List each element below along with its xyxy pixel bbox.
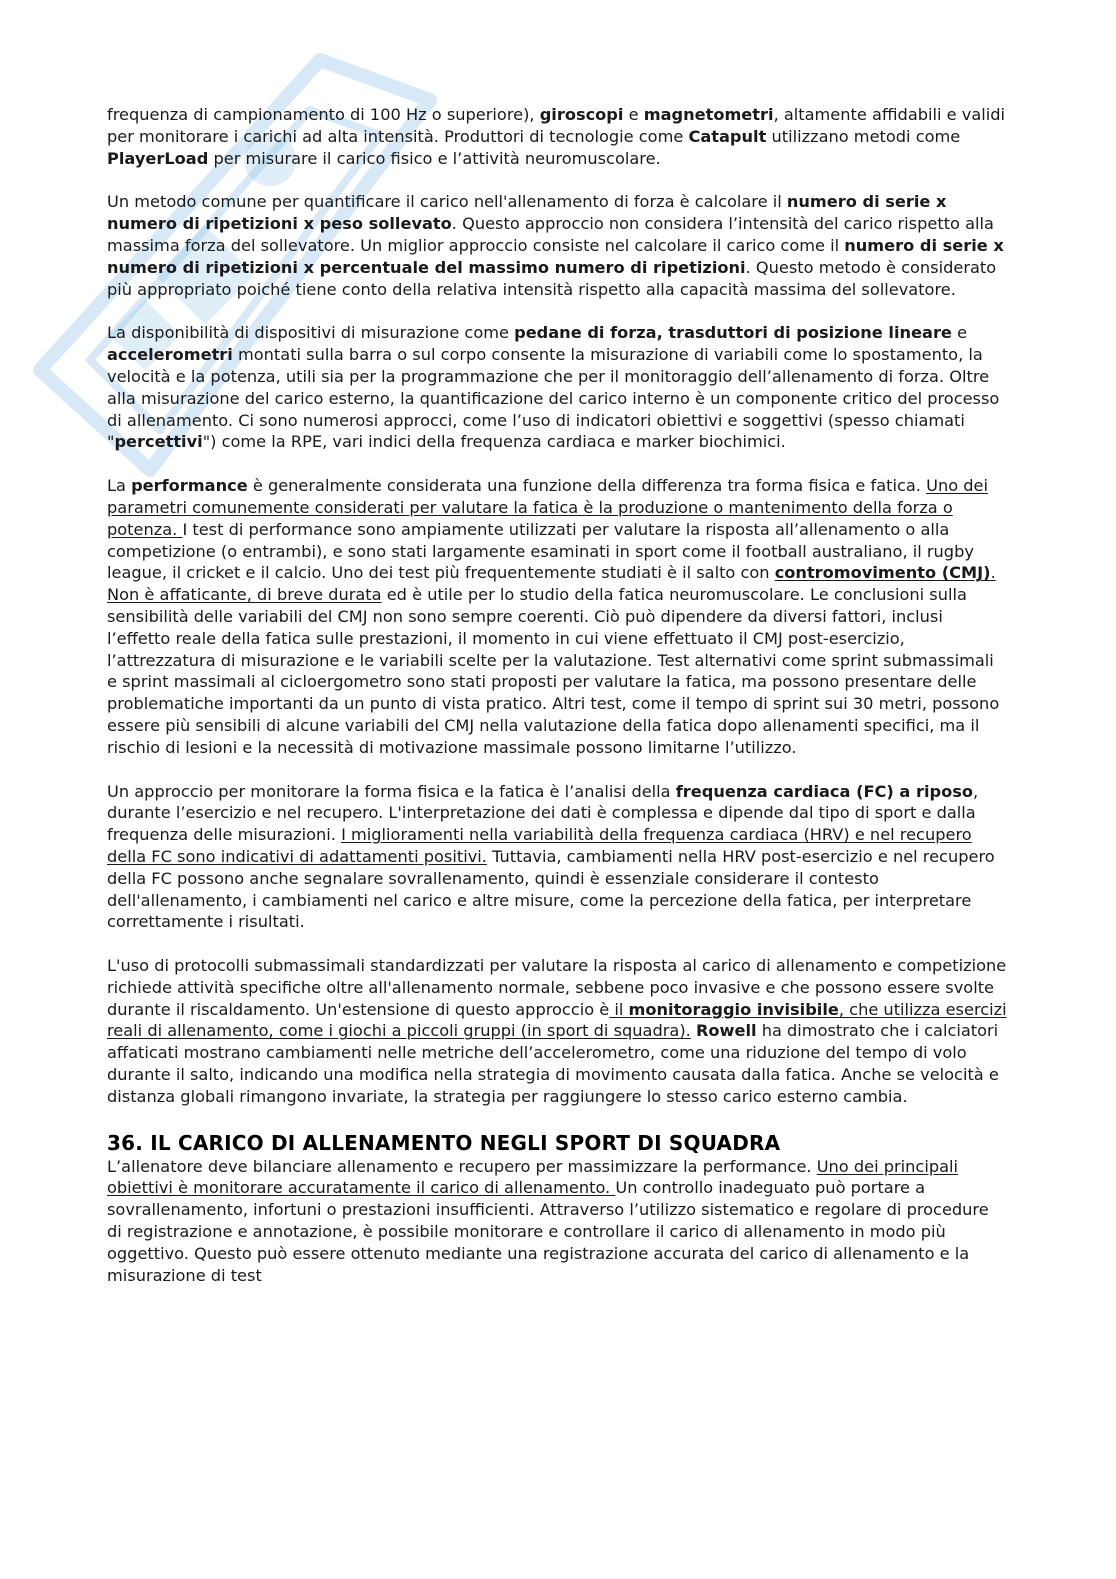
text-run: giroscopi xyxy=(539,105,624,124)
text-run: Un controllo inadeguato può portare a sovrallenamento, infortuni o prestazioni insufficienti. Attraverso l’utilizzo sistematico e regolare di procedure di registrazione e annotazione, è possibile monitorare e controllare il carico di allenamento in modo più oggettivo. Questo può essere ottenuto mediante una registrazione accurata del carico di allenamento e la misurazione di test xyxy=(107,1178,989,1285)
text-run: I miglioramenti nella variabilità della frequenza cardiaca (HRV) e nel recupero della FC sono indicativi di adattamenti positivi. xyxy=(107,825,972,866)
text-run: Tuttavia, cambiamenti nella HRV post-esercizio e nel recupero della FC possono anche segnalare sovrallenamento, quindi è essenziale considerare il contesto dell'allenamento, i cambiamenti nel carico e altre misure, come la percezione della fatica, per interpretare correttamente i risultati. xyxy=(107,846,995,932)
text-run: , durante l’esercizio e nel recupero. L'interpretazione dei dati è complessa e dipende dal tipo di sport e dalla frequenza delle misurazioni. xyxy=(107,781,979,845)
text-run: percettivi xyxy=(114,432,203,452)
text-run: I test di performance sono ampiamente utilizzati per valutare la risposta all’allenamento o alla competizione (o entrambi), e sono stati largamente esaminati in sport come il football australiano, il rugby league, il cricket e il calcio. Uno dei test più frequentemente studiati è il salto con xyxy=(107,519,974,583)
text-run: , altamente affidabili e validi per monitorare i carichi ad alta intensità. Produttori di tecnologie come xyxy=(107,105,1006,146)
text-run: pedane di forza, trasduttori di posizione lineare xyxy=(514,323,952,343)
text-run: Uno dei principali obiettivi è monitorare accuratamente il carico di allenamento. xyxy=(107,1156,959,1198)
text-run: numero di serie x numero di ripetizioni x peso sollevato xyxy=(107,192,947,234)
text-run: Catapult xyxy=(688,126,767,146)
text-run: frequenza di campionamento di 100 Hz o superiore), xyxy=(107,105,540,124)
text-run: ed è utile per lo studio della fatica neuromuscolare. Le conclusioni sulla sensibilità delle variabili del CMJ non sono sempre coerenti. Ciò può dipendere da diversi fattori, inclusi l’effetto reale della fatica sulle prestazioni, il momento in cui viene effettuato il CMJ post-esercizio, l’attrezzatura di misurazione e le variabili scelte per la valutazione. Test alternativi come sprint submassimali e sprint massimali al cicloergometro sono stati proposti per valutare la fatica, ma possono presentare delle problematiche importanti da un punto di vista pratico. Altri test, come il tempo di sprint sui 30 metri, possono essere più sensibili di alcune variabili del CMJ nella valutazione della fatica dopo allenamenti specifici, ma il rischio di lesioni e la necessità di motivazione massimale possono limitarne l’utilizzo. xyxy=(107,585,1000,757)
text-run: per misurare il carico fisico e l’attività neuromuscolare. xyxy=(208,148,661,168)
text-run: utilizzano metodi come xyxy=(766,126,961,146)
paragraph-4 xyxy=(107,475,1007,758)
text-run: , che utilizza esercizi reali di allenamento, come i giochi a piccoli gruppi (in sport di squadra). xyxy=(107,999,1007,1041)
paragraph-2 xyxy=(107,191,1007,300)
section-heading: 36. IL CARICO DI ALLENAMENTO NEGLI SPORT DI SQUADRA xyxy=(107,1130,781,1155)
paragraph-6 xyxy=(107,955,1007,1108)
text-run: accelerometri xyxy=(107,345,233,365)
paragraph-1 xyxy=(107,104,1007,169)
text-run: il xyxy=(609,999,629,1019)
text-run: monitoraggio invisibile xyxy=(628,999,839,1019)
text-run: Un metodo comune per quantificare il carico nell'allenamento di forza è calcolare il xyxy=(107,192,787,212)
text-run: Rowell xyxy=(695,1021,757,1041)
text-run: . Non è affaticante, di breve durata xyxy=(107,563,996,605)
text-run: e xyxy=(951,323,968,343)
text-run: L’allenatore deve bilanciare allenamento e recupero per massimizzare la performance. xyxy=(107,1156,817,1176)
text-run: L'uso di protocolli submassimali standardizzati per valutare la risposta al carico di allenamento e competizione richiede attività specifiche oltre all'allenamento normale, sebbene poco invasive e che possono essere svolte durante il riscaldamento. Un'estensione di questo approccio è xyxy=(107,956,1007,1019)
text-run: La xyxy=(107,476,132,496)
text-run: numero di serie x numero di ripetizioni x percentuale del massimo numero di ripetizioni xyxy=(107,235,1004,277)
text-run: ") come la RPE, vari indici della frequenza cardiaca e marker biochimici. xyxy=(202,432,786,452)
text-run: Uno dei parametri comunemente considerati per valutare la fatica è la produzione o mantenimento della forza o potenza. xyxy=(107,476,988,539)
document-page xyxy=(107,104,1007,1308)
text-run: magnetometri xyxy=(643,105,774,124)
text-run: e xyxy=(623,105,644,124)
text-run: . Questo approccio non considera l’intensità del carico rispetto alla massima forza del sollevatore. Un miglior approccio consiste nel calcolare il carico come il xyxy=(107,214,994,255)
paragraph-5 xyxy=(107,781,1007,934)
text-run: contromovimento (CMJ) xyxy=(774,563,991,583)
paragraph-3 xyxy=(107,322,1007,453)
text-run: PlayerLoad xyxy=(107,148,209,168)
text-run: è generalmente considerata una funzione della differenza tra forma fisica e fatica. xyxy=(247,476,927,496)
text-run: frequenza cardiaca (FC) a riposo xyxy=(675,781,973,801)
text-run: Un approccio per monitorare la forma fisica e la fatica è l’analisi della xyxy=(107,781,676,801)
text-run: ha dimostrato che i calciatori affaticati mostrano cambiamenti nelle metriche dell’accelerometro, come una riduzione del tempo di volo durante il salto, indicando una modifica nella strategia di movimento causata dalla fatica. Anche se velocità e distanza globali rimangono invariate, la strategia per raggiungere lo stesso carico esterno cambia. xyxy=(107,1021,999,1106)
text-run: performance xyxy=(131,476,248,496)
text-run: . Questo metodo è considerato più appropriato poiché tiene conto della relativa intensità rispetto alla capacità massima del sollevatore. xyxy=(107,257,997,299)
text-run: montati sulla barra o sul corpo consente la misurazione di variabili come lo spostamento, la velocità e la potenza, utili sia per la programmazione che per il monitoraggio dell’allenamento di forza. Oltre alla misurazione del carico esterno, la quantificazione del carico interno è un componente critico del processo di allenamento. Ci sono numerosi approcci, come l’uso di indicatori obiettivi e soggettivi (spesso chiamati " xyxy=(107,345,1000,452)
paragraph-final xyxy=(107,1156,1007,1287)
text-run: La disponibilità di dispositivi di misurazione come xyxy=(107,323,515,343)
